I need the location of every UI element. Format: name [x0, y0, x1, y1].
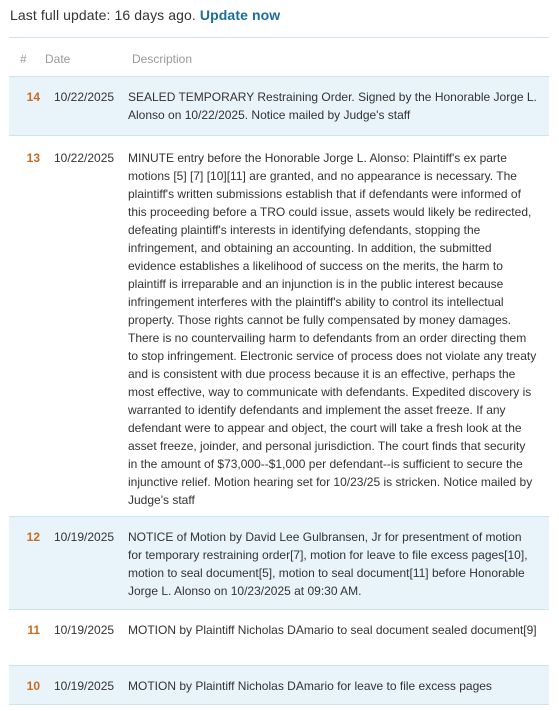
table-header [9, 38, 549, 77]
entry-number: 10 [26, 679, 40, 693]
entry-date: 10/22/2025 [54, 151, 115, 165]
entry-description: MOTION by Plaintiff Nicholas DAmario to seal document sealed document[9] [128, 623, 537, 637]
entry-date: 10/22/2025 [54, 90, 115, 104]
docket-entry-row [9, 610, 549, 666]
docket-entry-row [9, 77, 549, 136]
last-update-text: Last full update: 16 days ago. [10, 7, 196, 23]
column-header-number: # [20, 52, 27, 66]
column-header-date: Date [45, 52, 71, 66]
entry-description: SEALED TEMPORARY Restraining Order. Signed by the Honorable Jorge L. Alonso on 10/22/2025. Notice mailed by Judge's staff [128, 90, 537, 122]
update-now-link[interactable]: Update now [199, 7, 281, 23]
entry-description: MINUTE entry before the Honorable Jorge L. Alonso: Plaintiff's ex parte motions [5] [7] [10][11] are granted, and no appearance is necessary. The plaintiff's written submissions establish that if defendants were informed of this proceeding before a TRO could issue, assets would likely be redirected, defeating plaintiff's interests in identifying defendants, stopping the infringement, and obtaining an accounting. In addition, the submitted evidence establishes a likelihood of success on the merits, the harm to plaintiff is irreparable and an injunction is in the public interest because infringement interferes with the plaintiff's ability to control its intellectual property. Those rights cannot be fully compensated by money damages. There is no countervailing harm to defendants from an order directing them to stop infringement. Electronic service of process does not violate any treaty and is consistent with due process because it is an effective, perhaps the most effective, way to communicate with defendants. Expedited discovery is warranted to identify defendants and implement the asset freeze. If any defendant were to appear and object, the court will take a fresh look at the asset freeze, joinder, and personal jurisdiction. The court finds that security in the amount of $73,000--$1,000 per defendant--is sufficient to secure the injunctive relief. Motion hearing set for 10/23/25 is stricken. Notice mailed by Judge's staff [128, 151, 537, 507]
entry-description: NOTICE of Motion by David Lee Gulbransen, Jr for presentment of motion for temporary restraining order[7], motion for leave to file excess pages[10], motion to seal document[5], motion to seal document[11] before Honorable Jorge L. Alonso on 10/23/2025 at 09:30 AM. [128, 530, 528, 598]
entry-date: 10/19/2025 [54, 623, 115, 637]
entry-number: 11 [27, 623, 40, 637]
entry-number: 12 [26, 530, 40, 544]
entry-date: 10/19/2025 [54, 530, 115, 544]
update-status-bar [10, 7, 280, 23]
entry-description: MOTION by Plaintiff Nicholas DAmario for leave to file excess pages [128, 679, 492, 693]
entry-date: 10/19/2025 [54, 679, 115, 693]
column-header-description: Description [132, 52, 193, 66]
docket-entry-row [9, 517, 549, 610]
entry-number: 14 [26, 90, 40, 104]
docket-entry-row [9, 136, 549, 517]
entry-number: 13 [26, 151, 40, 165]
docket-table [9, 37, 549, 705]
docket-entry-row [9, 666, 549, 705]
